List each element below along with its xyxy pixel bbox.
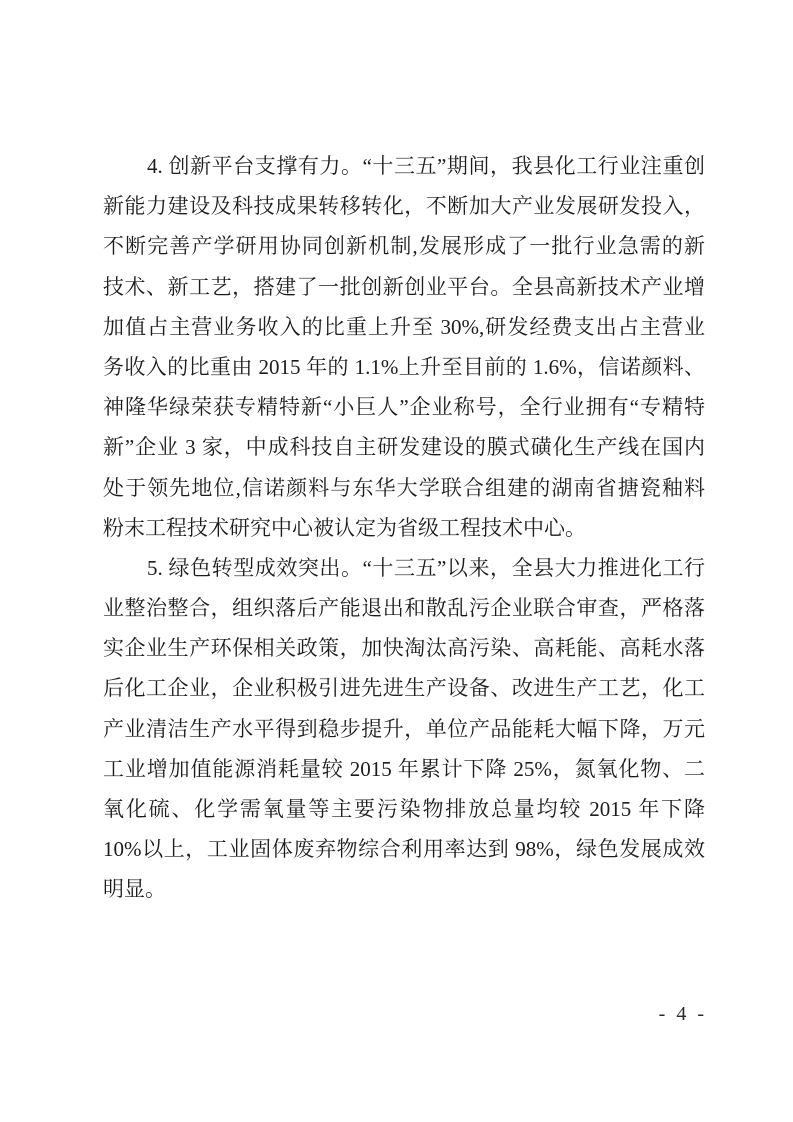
- text-line: 5. 绿色转型成效突出。“十三五”以来，全县大力推进化工行: [147, 555, 705, 580]
- text-line: 处于领先地位,信诺颜料与东华大学联合组建的湖南省搪瓷釉料: [103, 475, 705, 500]
- text-line: 不断完善产学研用协同创新机制,发展形成了一批行业急需的新: [103, 234, 705, 259]
- text-line: 业整治整合，组织落后产能退出和散乱污企业联合审查，严格落: [103, 596, 705, 621]
- document-body: [103, 146, 705, 910]
- text-line: 工业增加值能源消耗量较 2015 年累计下降 25%，氮氧化物、二: [103, 756, 705, 781]
- text-line: 新能力建设及科技成果转移转化，不断加大产业发展研发投入，: [103, 194, 705, 219]
- text-line: 务收入的比重由 2015 年的 1.1%上升至目前的 1.6%，信诺颜料、: [103, 354, 705, 379]
- text-line: 神隆华绿荣获专精特新“小巨人”企业称号，全行业拥有“专精特: [103, 395, 705, 420]
- text-line: 新”企业 3 家，中成科技自主研发建设的膜式磺化生产线在国内: [103, 435, 705, 460]
- text-line: 产业清洁生产水平得到稳步提升，单位产品能耗大幅下降，万元: [103, 716, 705, 741]
- text-line: 实企业生产环保相关政策，加快淘汰高污染、高耗能、高耗水落: [103, 636, 705, 661]
- text-line: 4. 创新平台支撑有力。“十三五”期间，我县化工行业注重创: [147, 154, 705, 178]
- text-line: 10%以上，工业固体废弃物综合利用率达到 98%，绿色发展成效: [103, 837, 705, 862]
- text-line: 粉末工程技术研究中心被认定为省级工程技术中心。: [103, 515, 586, 540]
- text-line: 氧化硫、化学需氧量等主要污染物排放总量均较 2015 年下降: [103, 797, 705, 821]
- text-line: 加值占主营业务收入的比重上升至 30%,研发经费支出占主营业: [103, 314, 705, 339]
- text-line: 明显。: [103, 877, 166, 902]
- paragraph-5-green-transformation: [103, 548, 705, 910]
- text-line: 技术、新工艺，搭建了一批创新创业平台。全县高新技术产业增: [103, 274, 705, 299]
- paragraph-4-innovation-platform: [103, 146, 705, 548]
- page-number: - 4 -: [658, 1003, 707, 1025]
- text-line: 后化工企业，企业积极引进先进生产设备、改进生产工艺，化工: [103, 676, 705, 701]
